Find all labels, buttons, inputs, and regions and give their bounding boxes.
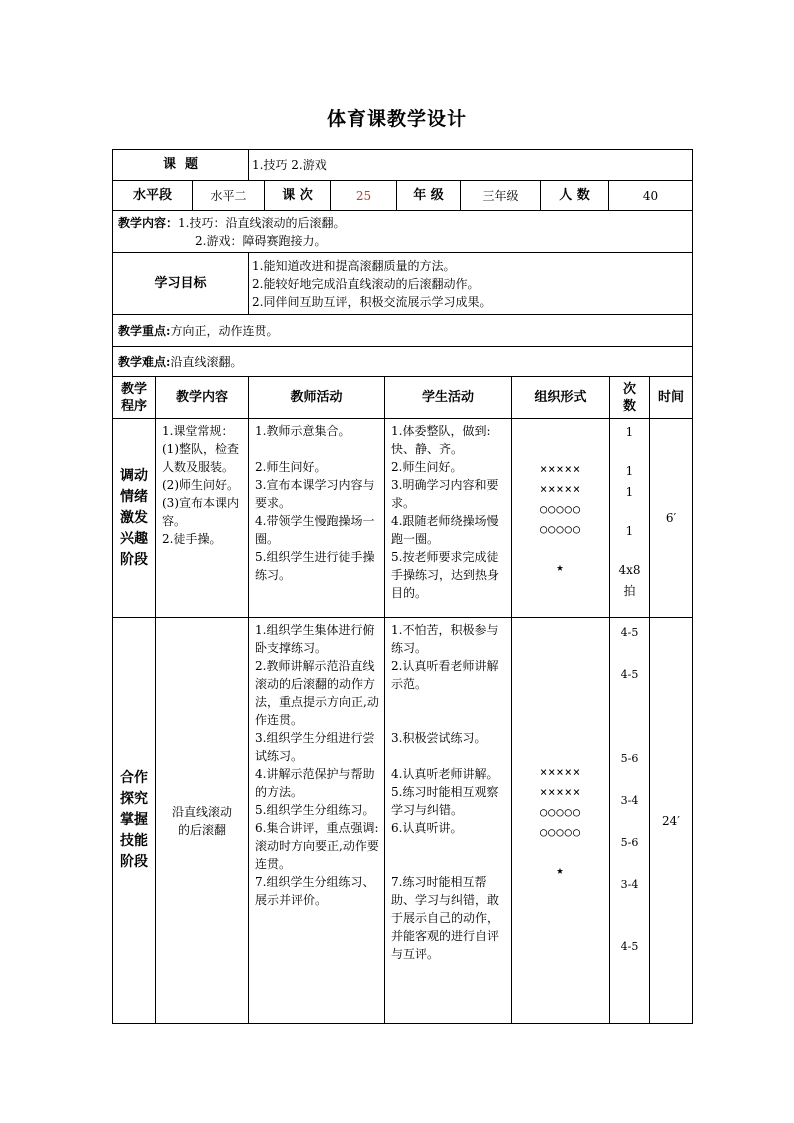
stage-name-part: 技能	[120, 833, 148, 849]
content-line: 2.徒手操。	[162, 532, 222, 546]
grade-label: 年 级	[397, 181, 461, 211]
content-line: (1)整队，检查人数及服装。	[162, 442, 239, 474]
stage2-student	[385, 618, 512, 1024]
formation-row: ○○○○○	[539, 502, 582, 516]
student-line: 7.练习时能相互帮助、学习与纠错，敢于展示自己的动作，并能客观的进行自评与互评。	[391, 875, 500, 961]
stage1-formation	[512, 419, 610, 618]
student-line: 4.认真听老师讲解。	[391, 767, 499, 781]
content-line: 1.课堂常规：	[162, 424, 234, 438]
lesson-plan-table	[112, 149, 692, 1024]
teacher-line: 7.组织学生分组练习、展示并评价。	[255, 875, 375, 907]
people-label: 人 数	[541, 181, 609, 211]
stage1-student	[385, 419, 512, 618]
level-label: 水平段	[113, 181, 193, 211]
content-line: (3)宣布本课内容。	[162, 496, 239, 528]
teacher-line: 6.集合讲评，重点强调: 滚动时方向要正,动作要连贯。	[255, 821, 379, 871]
student-line: 1.不怕苦，积极参与练习。	[391, 623, 499, 655]
teacher-line: 5.组织学生进行徒手操练习。	[255, 550, 375, 582]
student-line: 1.体委整队，做到:快、静、齐。	[391, 424, 491, 456]
key-point	[113, 315, 693, 347]
lesson-value: 25	[331, 181, 397, 211]
teacher-line: 5.组织学生分组练习。	[255, 803, 375, 817]
stage-name-part: 兴趣	[120, 530, 148, 547]
level-value: 水平二	[193, 181, 265, 211]
student-line	[391, 747, 508, 765]
count-value	[613, 443, 646, 461]
student-line	[391, 711, 508, 729]
formation-row: ×××××	[539, 784, 582, 799]
lesson-label: 课 次	[265, 181, 331, 211]
student-line	[391, 693, 508, 711]
student-line: 5.按老师要求完成徒手操练习，达到热身目的。	[391, 550, 500, 600]
stage2-name	[113, 618, 156, 1024]
formation-row	[515, 539, 606, 557]
goal-item: 1.能知道改进和提高滚翻质量的方法。	[252, 258, 456, 273]
content-line: (2)师生问好。	[162, 478, 239, 492]
difficulty-value: 沿直线滚翻。	[170, 354, 243, 369]
teacher-line: 2.教师讲解示范沿直线滚动的后滚翻的动作方法，重点提示方向正,动作连贯。	[255, 659, 379, 727]
count-value	[613, 503, 646, 521]
student-line	[391, 837, 508, 855]
student-line: 5.练习时能相互观察学习与纠错。	[391, 785, 499, 817]
student-line	[391, 855, 508, 873]
count-value: 4-5	[620, 626, 639, 639]
count-value: 1	[625, 524, 634, 538]
stage2-content: 沿直线滚动的后滚翻	[156, 618, 249, 1024]
people-value: 40	[609, 181, 693, 211]
col-teacher: 教师活动	[249, 377, 385, 419]
stage-name-part: 情绪	[120, 488, 148, 505]
count-value: 1	[625, 425, 634, 439]
count-value: 5-6	[620, 752, 639, 765]
count-value: 4-5	[620, 940, 639, 953]
stage1-content	[156, 419, 249, 618]
teacher-line: 1.组织学生集体进行俯卧支撑练习。	[255, 623, 375, 655]
col-count: 次数	[610, 377, 650, 419]
grade-value: 三年级	[461, 181, 541, 211]
stage2-count	[610, 618, 650, 1024]
student-line: 6.认真听讲。	[391, 821, 463, 835]
stage-name-part: 探究	[120, 791, 148, 807]
count-value: 3-4	[620, 794, 639, 807]
goal-item: 2.能较好地完成沿直线滚动的后滚翻动作。	[252, 276, 480, 291]
col-program: 教学程序	[113, 377, 156, 419]
formation-row: ○○○○○	[539, 522, 582, 536]
col-org: 组织形式	[512, 377, 610, 419]
stage2-time: 24′	[650, 618, 693, 1024]
topic-label: 课 题	[113, 150, 249, 181]
student-line: 2.认真听看老师讲解示范。	[391, 659, 499, 691]
teacher-line	[255, 440, 381, 458]
count-value: 1	[625, 485, 634, 499]
teacher-line: 3.宣布本课学习内容与要求。	[255, 478, 375, 510]
student-line: 3.明确学习内容和要求。	[391, 478, 499, 510]
count-value: 拍	[623, 584, 636, 598]
formation-row: ×××××	[539, 764, 582, 779]
stage-name-part: 阶段	[120, 854, 148, 870]
formation-row: ○○○○○	[539, 804, 582, 819]
student-line: 4.跟随老师绕操场慢跑一圈。	[391, 514, 499, 546]
topic-value: 1.技巧 2.游戏	[249, 150, 693, 181]
stage-name-part: 掌握	[120, 812, 148, 828]
teacher-line: 1.教师示意集合。	[255, 424, 351, 438]
student-line: 2.师生问好。	[391, 460, 463, 474]
goals-label: 学习目标	[113, 253, 249, 315]
content-label: 教学内容：	[118, 215, 179, 230]
count-value: 5-6	[620, 836, 639, 849]
key-point-value: 方向正，动作连贯。	[170, 323, 279, 338]
teacher-star-icon: ★	[556, 560, 565, 574]
page-title: 体育课教学设计	[326, 108, 467, 130]
content-line-2: 2.游戏：障碍赛跑接力。	[195, 233, 327, 248]
stage1-count	[610, 419, 650, 618]
stage1-teacher	[249, 419, 385, 618]
count-value: 4x8	[618, 563, 641, 577]
count-value	[613, 542, 646, 560]
formation-row: ○○○○○	[539, 824, 582, 839]
teacher-line: 2.师生问好。	[255, 460, 327, 474]
count-value: 4-5	[620, 668, 639, 681]
count-value: 3-4	[620, 878, 639, 891]
col-content: 教学内容	[156, 377, 249, 419]
stage2-formation	[512, 618, 610, 1024]
difficulty	[113, 347, 693, 377]
stage2-teacher	[249, 618, 385, 1024]
goals-list	[249, 253, 693, 315]
stage1-name	[113, 419, 156, 618]
stage-name-part: 阶段	[120, 551, 148, 568]
difficulty-label: 教学难点:	[118, 354, 171, 369]
stage1-time: 6′	[650, 419, 693, 618]
key-point-label: 教学重点:	[118, 323, 171, 338]
formation-row: ×××××	[539, 462, 582, 476]
teaching-content	[113, 211, 693, 253]
teacher-line: 3.组织学生分组进行尝试练习。	[255, 731, 375, 763]
content-line-1: 1.技巧：沿直线滚动的后滚翻。	[178, 215, 346, 230]
teacher-line: 4.讲解示范保护与帮助的方法。	[255, 767, 375, 799]
col-student: 学生活动	[385, 377, 512, 419]
formation-row: ×××××	[539, 482, 582, 496]
teacher-star-icon: ★	[556, 862, 565, 877]
stage-name-part: 调动	[120, 467, 148, 484]
col-time: 时间	[650, 377, 693, 419]
formation-row	[515, 842, 606, 860]
stage-name-part: 激发	[120, 509, 148, 526]
stage-name-part: 合作	[120, 770, 148, 786]
teacher-line: 4.带领学生慢跑操场一圈。	[255, 514, 375, 546]
count-value: 1	[625, 464, 634, 478]
student-line: 3.积极尝试练习。	[391, 731, 487, 745]
goal-item: 2.同伴间互助互评，积极交流展示学习成果。	[252, 294, 492, 309]
